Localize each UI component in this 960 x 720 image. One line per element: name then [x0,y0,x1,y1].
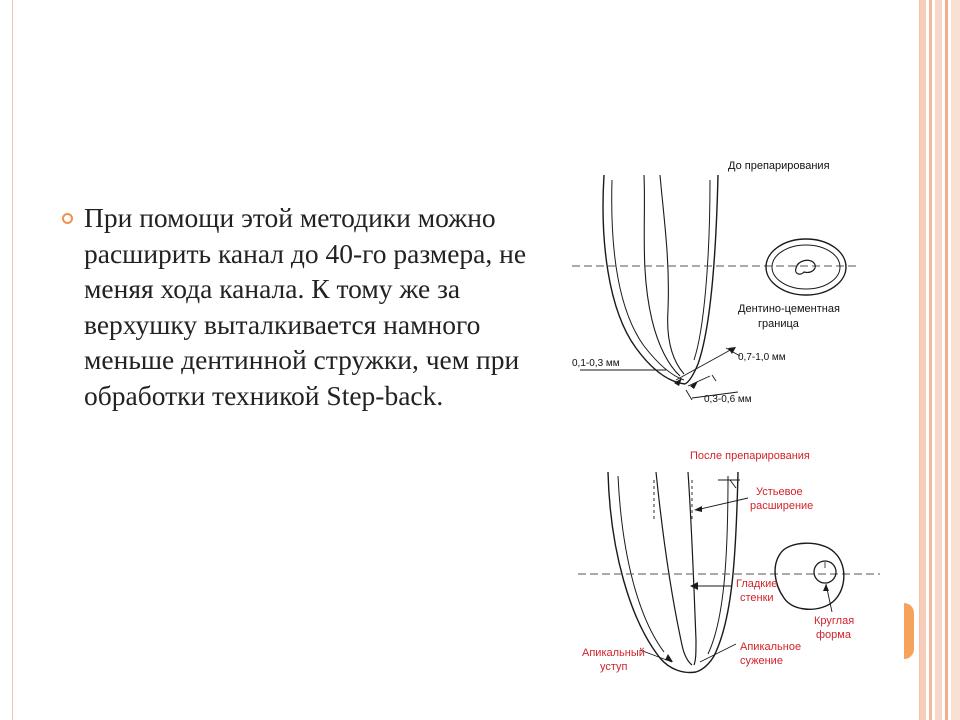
orifice-label-line1: Устьевое [756,486,803,498]
measure-bottom-label: 0,3-0,6 мм [704,394,752,405]
smooth-walls-label-line2: стенки [740,592,774,604]
slide-tab [904,603,914,659]
root-canal-diagram [560,150,890,690]
boundary-label-line2: граница [758,318,799,330]
apical-narrowing-label-line1: Апикальное [740,641,802,653]
bullet-icon [62,213,73,224]
boundary-label-line1: Дентино-цементная [738,303,840,315]
apical-narrowing-label-line2: сужение [740,655,783,667]
apical-ledge-label-line2: уступ [600,661,628,673]
top-canal-left [644,175,680,376]
smooth-walls-label-line1: Гладкие [736,578,778,590]
measure-right-label: 0,7-1,0 мм [738,352,786,363]
orifice-label-line2: расширение [750,500,814,512]
bottom-cross-section-outer [775,543,844,609]
round-shape-label-line1: Круглая [814,615,855,627]
top-root-outline-right [685,175,718,384]
body-text: При помощи этой методики можно расширить канал до 40-го размера, не меняя хода канала. К тому же за верхушку выталкивается намного меньше дентинной стружки, чем при обработки техникой Step-back. [84,202,527,411]
bottom-figure-title: После препарирования [690,450,810,462]
bullet-text-block [62,200,542,413]
top-cross-section-outer [766,239,846,295]
top-figure-title: До препарирования [728,160,830,172]
decorative-stripes [920,0,960,720]
apical-ledge-label-line1: Апикальный [582,647,645,659]
bottom-root-outline-left [608,472,696,672]
bottom-canal-left [656,472,692,665]
measure-left-label: 0,1-0,3 мм [572,358,620,369]
round-shape-label-line2: форма [816,629,851,641]
top-canal-right [660,175,684,374]
top-cross-section-canal [796,260,816,274]
